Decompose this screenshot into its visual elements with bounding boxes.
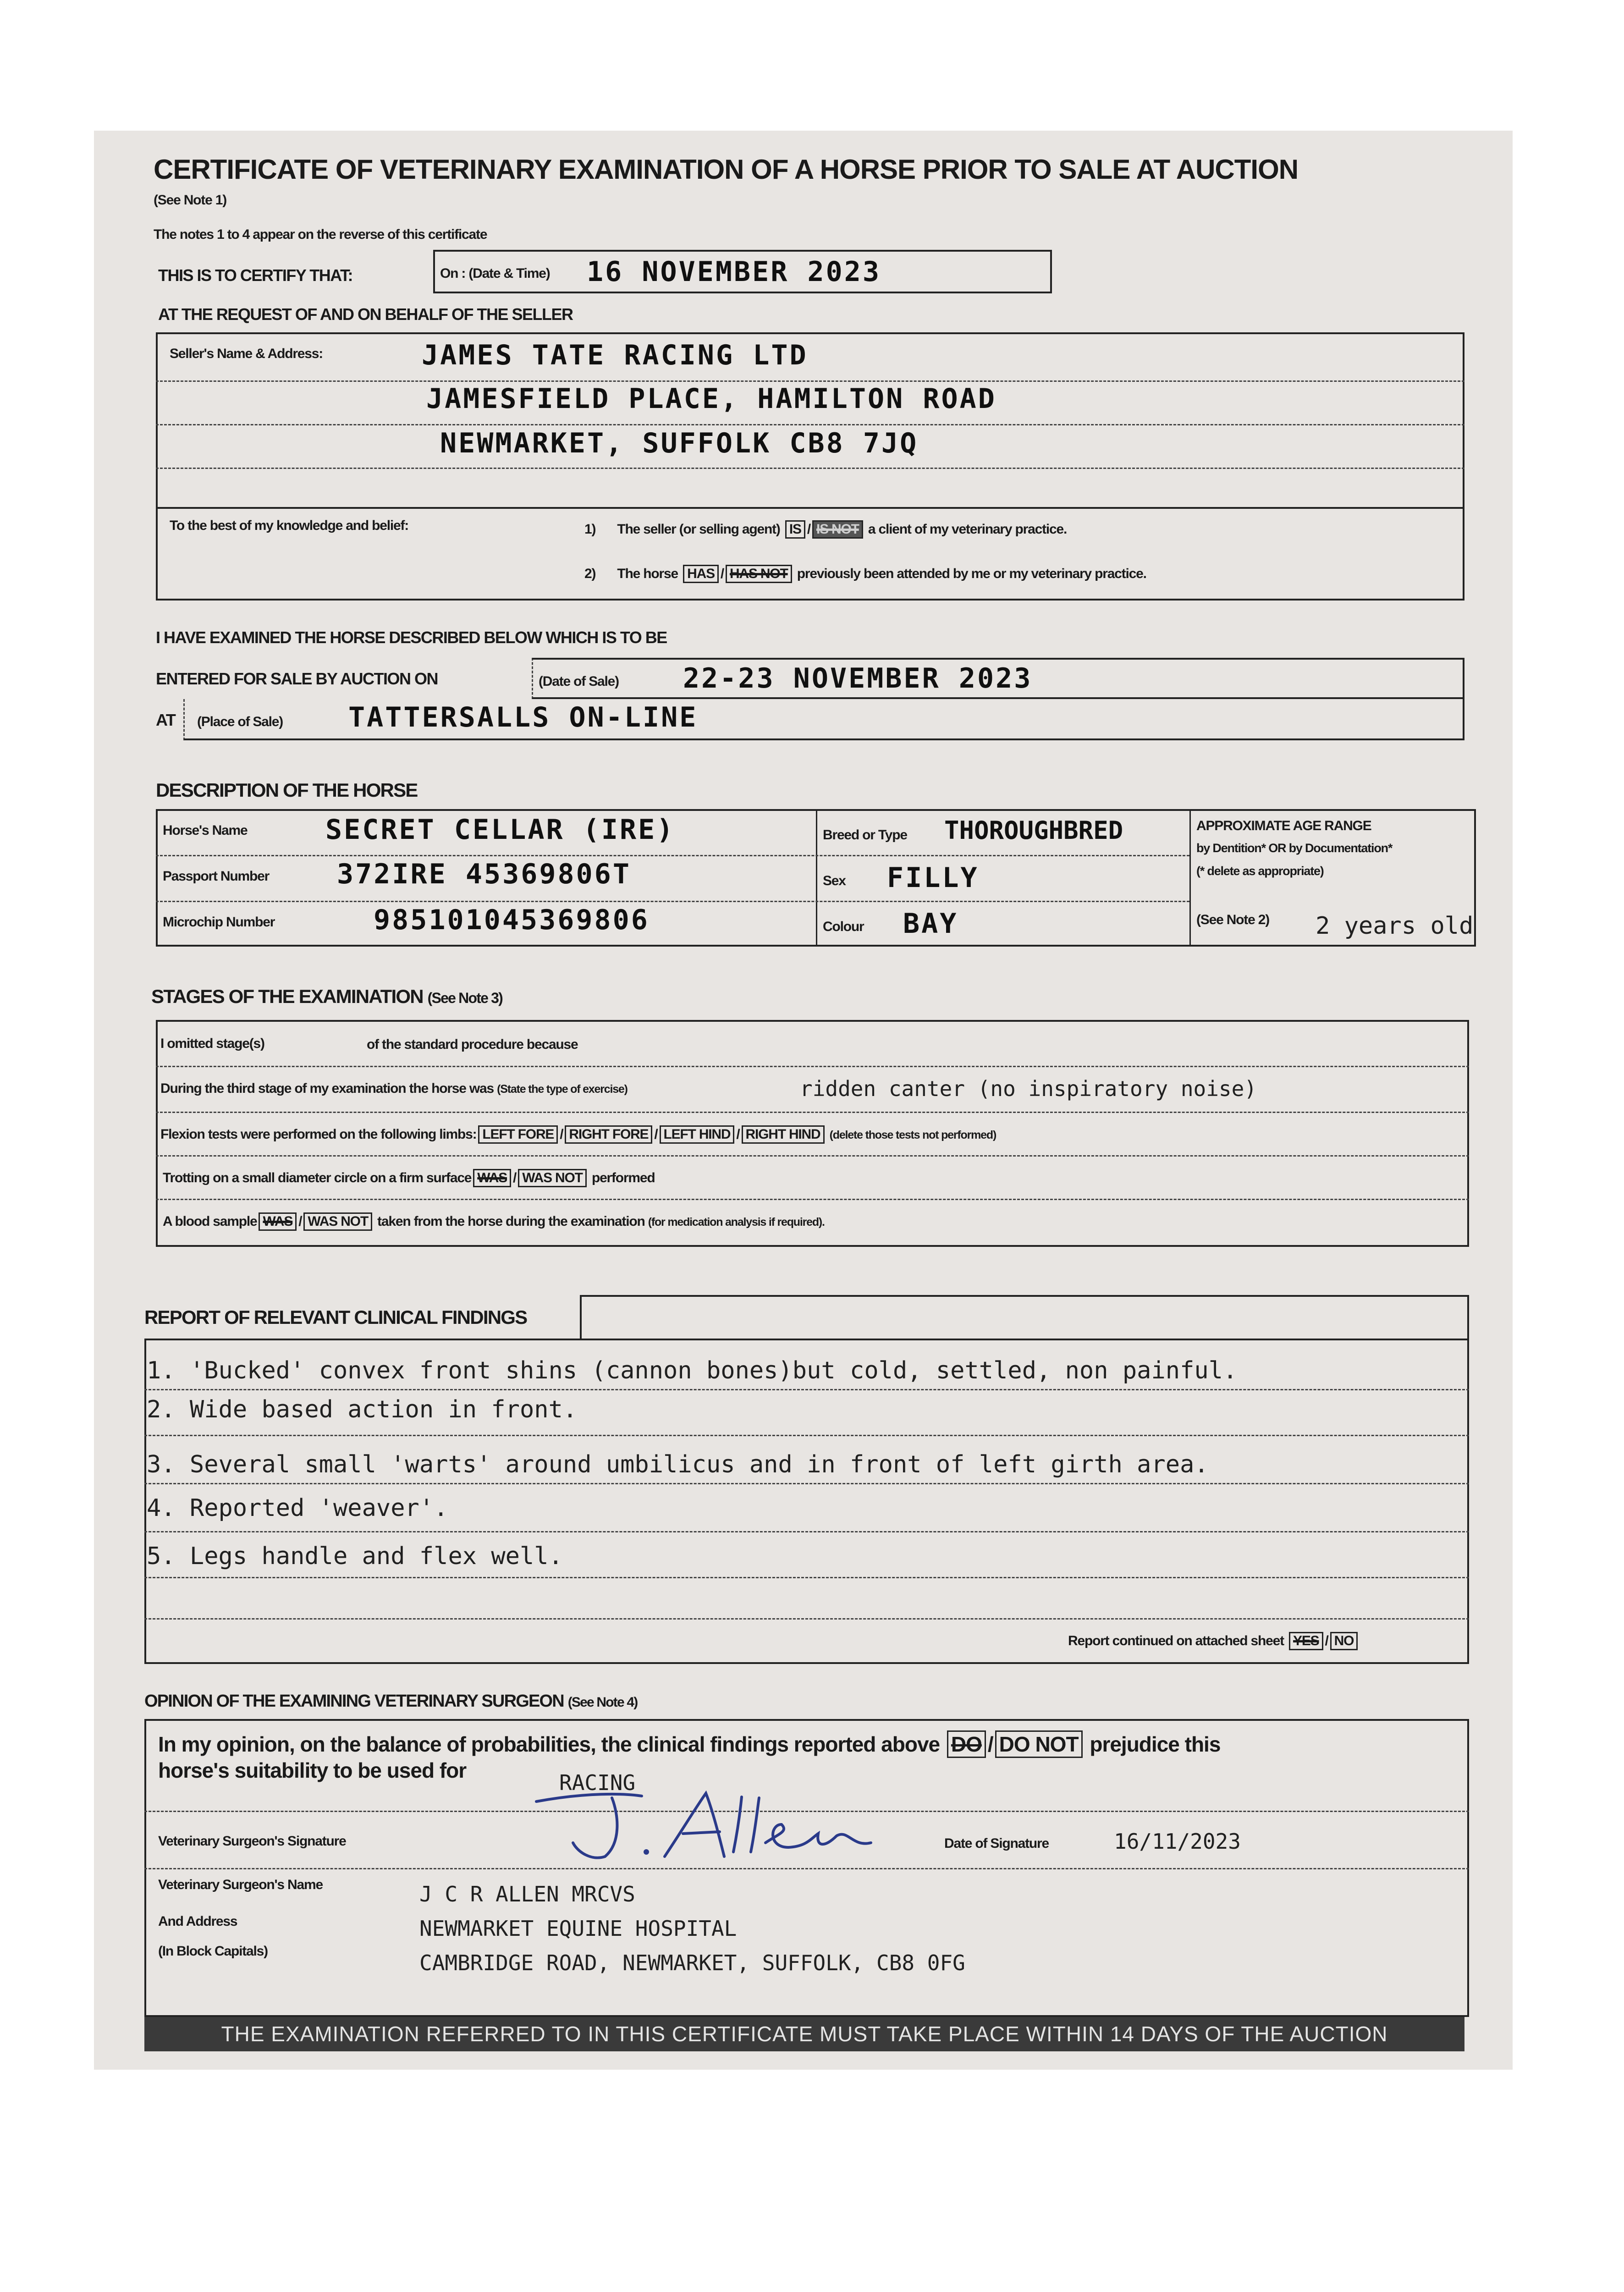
blood-was[interactable]: WAS [259, 1212, 297, 1231]
findings-divider [144, 1577, 1469, 1578]
signature-label: Veterinary Surgeon's Signature [158, 1834, 346, 1849]
statement-2-sep: / [720, 566, 724, 581]
vet-address-line2[interactable]: CAMBRIDGE ROAD, NEWMARKET, SUFFOLK, CB8 0FG [419, 1950, 965, 1975]
third-stage-label [160, 1081, 628, 1096]
microchip-value[interactable]: 985101045369806 [374, 904, 650, 936]
finding-item-4[interactable]: 4. Reported 'weaver'. [147, 1494, 448, 1522]
knowledge-label: To the best of my knowledge and belief: [170, 518, 409, 533]
horse-divider [816, 809, 817, 947]
colour-label: Colour [823, 919, 864, 934]
findings-divider [144, 1531, 1469, 1532]
stages-divider [156, 1112, 1469, 1113]
entered-label: ENTERED FOR SALE BY AUCTION ON [156, 669, 438, 688]
horse-name-label: Horse's Name [163, 823, 248, 838]
trot-was-not[interactable]: WAS NOT [518, 1169, 587, 1187]
vet-block-caps-label: (In Block Capitals) [158, 1944, 268, 1959]
continued-no[interactable]: NO [1330, 1632, 1358, 1650]
trot-was[interactable]: WAS [473, 1169, 511, 1187]
age-line: by Dentition* OR by Documentation* [1196, 841, 1393, 855]
opinion-text-c: horse's suitability to be used for [158, 1758, 467, 1782]
omitted-post: of the standard procedure because [367, 1037, 578, 1052]
seller-divider [156, 424, 1464, 425]
signature-drawing [532, 1788, 880, 1866]
flex-left-hind[interactable]: LEFT HIND [660, 1125, 735, 1144]
seller-line3[interactable]: NEWMARKET, SUFFOLK CB8 7JQ [440, 427, 919, 459]
finding-item-3[interactable]: 3. Several small 'warts' around umbilicus and in front of left girth area. [147, 1451, 1209, 1478]
opinion-section-title [144, 1691, 637, 1711]
notes-line: The notes 1 to 4 appear on the reverse of this certificate [154, 227, 487, 242]
opinion-sep: / [987, 1732, 993, 1756]
trot-post: performed [591, 1170, 655, 1185]
age-value[interactable]: 2 years old [1316, 912, 1474, 940]
place-value[interactable]: TATTERSALLS ON-LINE [348, 701, 698, 733]
statement-1-pre: The seller (or selling agent) [617, 522, 780, 537]
sale-date-value[interactable]: 22-23 NOVEMBER 2023 [683, 662, 1033, 694]
findings-divider [144, 1483, 1469, 1484]
opinion-text-a: In my opinion, on the balance of probabilities, the clinical findings reported above [158, 1732, 940, 1756]
flex-sep: / [654, 1127, 658, 1142]
examined-line: I HAVE EXAMINED THE HORSE DESCRIBED BELOW WHICH IS TO BE [156, 628, 667, 647]
trot-sep: / [513, 1170, 517, 1185]
stages-divider [156, 1199, 1469, 1200]
signature-date-label: Date of Signature [944, 1836, 1049, 1851]
footer-banner: THE EXAMINATION REFERRED TO IN THIS CERTIFICATE MUST TAKE PLACE WITHIN 14 DAYS OF THE AUCTION [144, 2017, 1464, 2051]
findings-divider [144, 1389, 1469, 1390]
vet-address-label: And Address [158, 1914, 237, 1929]
seller-box [156, 332, 1464, 509]
passport-value[interactable]: 372IRE 45369806T [337, 858, 631, 890]
sale-date-label: (Date of Sale) [539, 674, 619, 689]
statement-2-has[interactable]: HAS [683, 565, 719, 583]
statement-2-num: 2) [584, 566, 596, 581]
stages-section-title [151, 986, 502, 1008]
request-line: AT THE REQUEST OF AND ON BEHALF OF THE SELLER [158, 305, 573, 324]
blood-note: (for medication analysis if required). [648, 1216, 825, 1229]
opinion-text-b: prejudice this [1090, 1732, 1221, 1756]
findings-divider [144, 1618, 1469, 1620]
flexion-label: Flexion tests were performed on the following limbs: [160, 1127, 477, 1142]
sex-label: Sex [823, 873, 846, 888]
seller-line2[interactable]: JAMESFIELD PLACE, HAMILTON ROAD [426, 383, 996, 415]
omitted-label: I omitted stage(s) [160, 1036, 264, 1051]
age-see-note: (See Note 2) [1196, 912, 1269, 927]
trotting-label: Trotting on a small diameter circle on a firm surface [163, 1170, 472, 1185]
vet-name-label: Veterinary Surgeon's Name [158, 1877, 323, 1892]
blood-sep: / [298, 1214, 302, 1229]
flex-sep: / [736, 1127, 740, 1142]
statement-1-num: 1) [584, 522, 596, 537]
age-delete-note: (* delete as appropriate) [1196, 864, 1324, 878]
statement-2 [584, 565, 1146, 583]
flex-right-fore[interactable]: RIGHT FORE [565, 1125, 652, 1144]
finding-item-5[interactable]: 5. Legs handle and flex well. [147, 1543, 563, 1570]
opinion-do-not[interactable]: DO NOT [995, 1730, 1083, 1758]
sex-value[interactable]: FILLY [887, 862, 979, 894]
seller-label: Seller's Name & Address: [170, 346, 323, 361]
continued-sep: / [1325, 1633, 1328, 1648]
flex-sep: / [560, 1127, 563, 1142]
stages-note: (See Note 3) [427, 990, 503, 1006]
vet-address-line1[interactable]: NEWMARKET EQUINE HOSPITAL [419, 1916, 737, 1941]
colour-value[interactable]: BAY [903, 908, 958, 940]
opinion-divider [144, 1868, 1469, 1869]
flex-right-hind[interactable]: RIGHT HIND [742, 1125, 825, 1144]
statement-1 [584, 520, 1067, 539]
certificate-title: CERTIFICATE OF VETERINARY EXAMINATION OF A HORSE PRIOR TO SALE AT AUCTION [154, 154, 1299, 185]
age-title: APPROXIMATE AGE RANGE [1196, 818, 1371, 833]
blood-row [163, 1212, 825, 1231]
see-note-1: (See Note 1) [154, 193, 226, 208]
statement-2-post: previously been attended by me or my veterinary practice. [797, 566, 1146, 581]
stages-divider [156, 1066, 1469, 1067]
seller-divider [156, 468, 1464, 469]
blood-post: taken from the horse during the examination [377, 1214, 645, 1229]
passport-label: Passport Number [163, 869, 270, 884]
signature[interactable] [532, 1788, 880, 1868]
horse-divider [1189, 809, 1191, 947]
opinion-note: (See Note 4) [567, 1695, 638, 1710]
seller-line1[interactable]: JAMES TATE RACING LTD [422, 339, 808, 371]
blood-was-not[interactable]: WAS NOT [303, 1212, 372, 1231]
statement-2-pre: The horse [617, 566, 678, 581]
statement-1-post: a client of my veterinary practice. [868, 522, 1067, 537]
horse-row-divider [156, 901, 1189, 902]
at-label: AT [156, 711, 176, 729]
blood-label: A blood sample [163, 1214, 257, 1229]
third-stage-text: During the third stage of my examination the horse was [160, 1081, 494, 1096]
continued-row [1068, 1632, 1360, 1650]
opinion-statement [158, 1730, 1220, 1758]
third-stage-sub: (State the type of exercise) [497, 1083, 628, 1096]
seller-divider [156, 380, 1464, 382]
continued-label: Report continued on attached sheet [1068, 1633, 1284, 1648]
on-date-value[interactable]: 16 NOVEMBER 2023 [587, 256, 881, 288]
signature-date-value[interactable]: 16/11/2023 [1114, 1829, 1241, 1854]
statement-1-sep: / [807, 522, 810, 537]
opinion-use-value[interactable]: RACING [559, 1770, 636, 1795]
microchip-label: Microchip Number [163, 915, 275, 930]
breed-value[interactable]: THOROUGHBRED [944, 816, 1123, 845]
horse-name-value[interactable]: SECRET CELLAR (IRE) [325, 814, 675, 846]
flexion-row [160, 1125, 996, 1144]
vet-name-value[interactable]: J C R ALLEN MRCVS [419, 1882, 635, 1906]
findings-divider [144, 1435, 1469, 1436]
continued-yes[interactable]: YES [1289, 1632, 1323, 1650]
opinion-title-text: OPINION OF THE EXAMINING VETERINARY SURGEON [144, 1691, 564, 1711]
horse-section-title: DESCRIPTION OF THE HORSE [156, 779, 418, 801]
place-label: (Place of Sale) [197, 714, 283, 729]
flex-left-fore[interactable]: LEFT FORE [478, 1125, 558, 1144]
breed-label: Breed or Type [823, 827, 907, 843]
third-stage-value[interactable]: ridden canter (no inspiratory noise) [800, 1076, 1257, 1101]
trotting-row [163, 1169, 655, 1187]
on-date-label: On : (Date & Time) [440, 266, 550, 281]
finding-item-2[interactable]: 2. Wide based action in front. [147, 1396, 578, 1423]
flex-note: (delete those tests not performed) [829, 1129, 996, 1141]
findings-header-box [580, 1295, 1469, 1339]
horse-row-divider [156, 855, 1189, 856]
stages-title-text: STAGES OF THE EXAMINATION [151, 986, 423, 1007]
statement-1-is[interactable]: IS [785, 520, 805, 539]
stages-divider [156, 1155, 1469, 1157]
statement-1-is-not[interactable]: IS NOT [812, 520, 863, 539]
findings-section-title: REPORT OF RELEVANT CLINICAL FINDINGS [144, 1306, 527, 1328]
statement-2-has-not[interactable]: HAS NOT [726, 565, 792, 583]
finding-item-1[interactable]: 1. 'Bucked' convex front shins (cannon bones)but cold, settled, non painful. [147, 1357, 1238, 1384]
opinion-do[interactable]: DO [947, 1730, 986, 1758]
certify-label: THIS IS TO CERTIFY THAT: [158, 266, 353, 285]
